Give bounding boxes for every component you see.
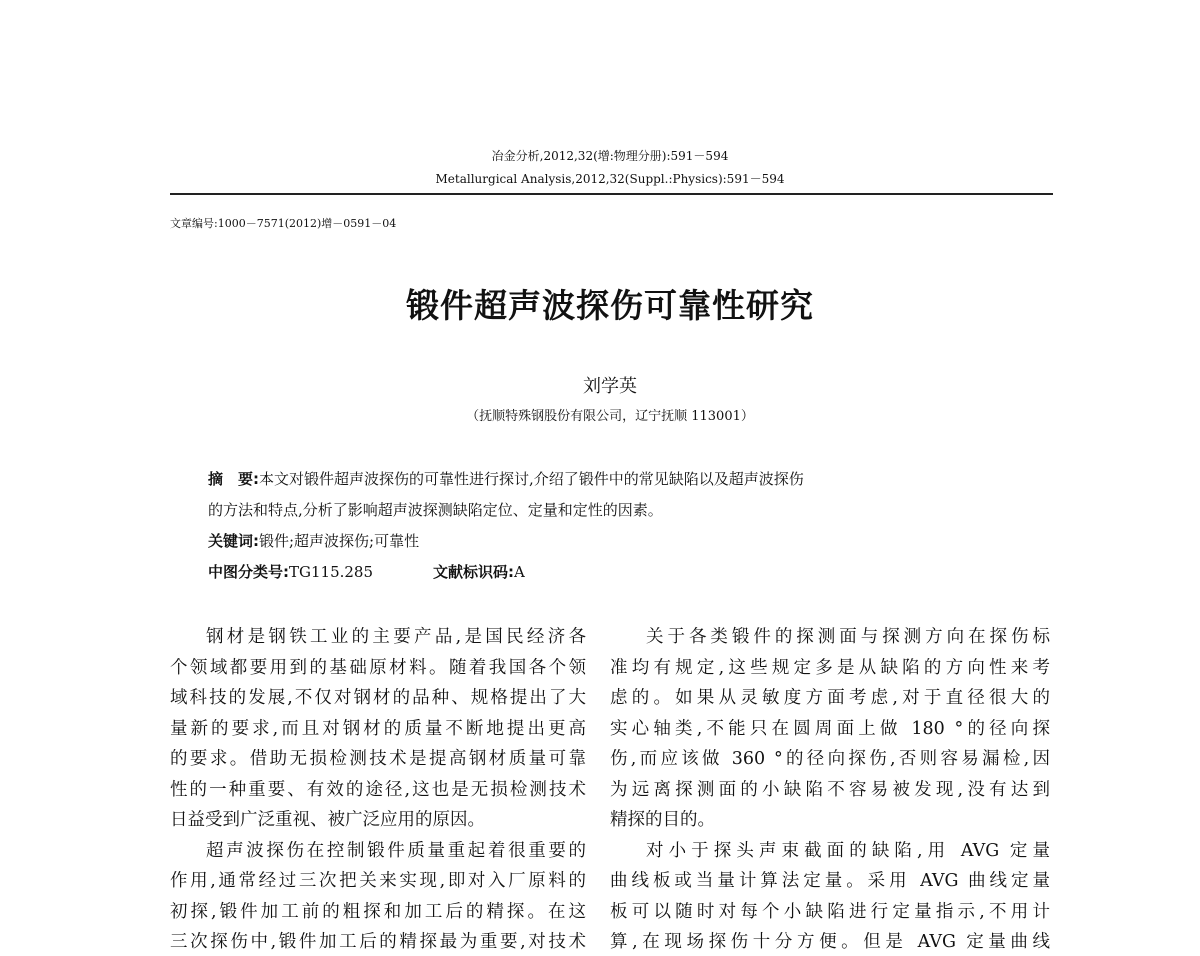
body-text-line: 实心轴类,不能只在圆周面上做 180 °的径向探 <box>610 718 1050 739</box>
body-text-line: 精探的目的。 <box>610 810 715 830</box>
body-text-line: 域科技的发展,不仅对钢材的品种、规格提出了大 <box>170 688 586 708</box>
body-text-line: 关于各类锻件的探测面与探测方向在探伤标 <box>646 627 1050 647</box>
abstract-line-2: 的方法和特点,分析了影响超声波探测缺陷定位、定量和定性的因素。 <box>208 501 663 519</box>
doc-code-value: A <box>514 563 525 581</box>
doc-code-label: 文献标识码: <box>433 563 515 581</box>
body-text-line: 对小于探头声束截面的缺陷,用 AVG 定量 <box>646 840 1050 861</box>
affiliation: （抚顺特殊钢股份有限公司，辽宁抚顺 113001） <box>466 409 754 424</box>
header-rule <box>170 193 1053 195</box>
body-text-line: 日益受到广泛重视、被广泛应用的原因。 <box>170 810 485 830</box>
paper-title: 锻件超声波探伤可靠性研究 <box>406 286 814 325</box>
classification-value: TG115.285 <box>289 563 374 581</box>
article-number: 文章编号:1000－7571(2012)增－0591－04 <box>170 217 397 230</box>
body-text-line: 钢材是钢铁工业的主要产品,是国民经济各 <box>206 627 586 647</box>
body-text-line: 量新的要求,而且对钢材的质量不断地提出更高 <box>170 718 586 739</box>
keywords <box>208 530 419 551</box>
body-text-line: 准均有规定,这些规定多是从缺陷的方向性来考 <box>610 657 1050 678</box>
body-text-line: 伤,而应该做 360 °的径向探伤,否则容易漏检,因 <box>610 749 1050 769</box>
abstract-line-1 <box>208 468 804 489</box>
abstract-text: 本文对锻件超声波探伤的可靠性进行探讨,介绍了锻件中的常见缺陷以及超声波探伤 <box>259 470 804 488</box>
body-text-line: 的要求。借助无损检测技术是提高钢材质量可靠 <box>170 749 586 769</box>
classification-label: 中图分类号: <box>208 563 289 581</box>
body-text-line: 虑的。如果从灵敏度方面考虑,对于直径很大的 <box>610 688 1050 708</box>
body-text-line: 超声波探伤在控制锻件质量重起着很重要的 <box>206 840 586 861</box>
body-text-line: 性的一种重要、有效的途径,这也是无损检测技术 <box>170 779 586 800</box>
abstract-label: 摘 要: <box>208 470 259 488</box>
body-text-line: 作用,通常经过三次把关来实现,即对入厂原料的 <box>170 871 586 891</box>
body-text-line: 曲线板或当量计算法定量。采用 AVG 曲线定量 <box>610 871 1050 891</box>
body-text-line: 板可以随时对每个小缺陷进行定量指示,不用计 <box>610 901 1050 922</box>
body-text-line: 为远离探测面的小缺陷不容易被发现,没有达到 <box>610 779 1050 800</box>
keywords-label: 关键词: <box>208 532 259 550</box>
body-text-line: 个领域都要用到的基础原材料。随着我国各个领 <box>170 657 586 678</box>
body-text-line: 初探,锻件加工前的粗探和加工后的精探。在这 <box>170 901 586 922</box>
journal-header-en: Metallurgical Analysis,2012,32(Suppl.:Physics):591－594 <box>435 172 785 186</box>
keywords-value: 锻件;超声波探伤;可靠性 <box>259 532 420 550</box>
journal-header-cn: 冶金分析,2012,32(增:物理分册):591－594 <box>491 149 729 163</box>
body-text-line: 三次探伤中,锻件加工后的精探最为重要,对技术 <box>170 932 586 952</box>
author: 刘学英 <box>583 376 637 397</box>
classification <box>208 561 525 582</box>
body-text-line: 算,在现场探伤十分方便。但是 AVG 定量曲线 <box>610 932 1050 952</box>
